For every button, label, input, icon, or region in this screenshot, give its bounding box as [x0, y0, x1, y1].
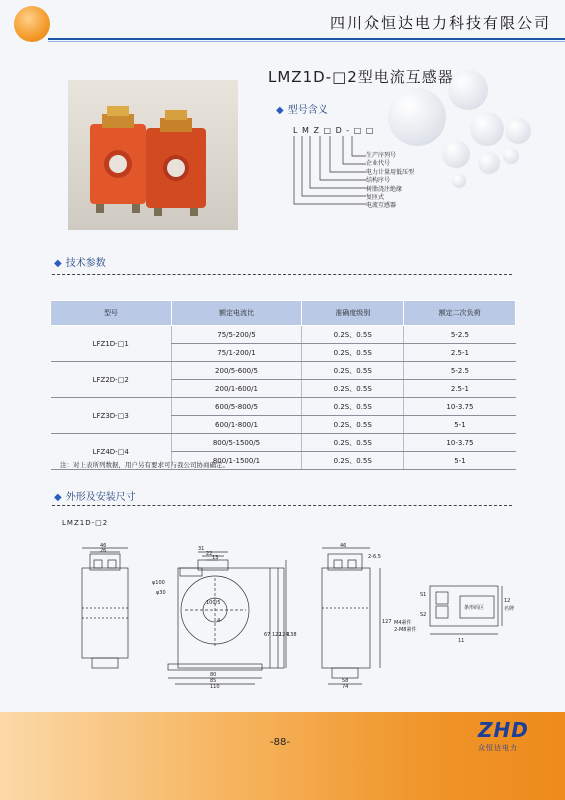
legend-item: 复匝式 [366, 194, 385, 202]
current-transformer-photo-icon [68, 80, 238, 230]
tech-params-table [50, 300, 516, 470]
legend-item: 树脂浇注绝缘 [366, 185, 403, 193]
table-row [51, 398, 516, 416]
dim-label: 85 [210, 678, 217, 684]
accuracy-cell: 0.2S、0.5S [302, 344, 404, 362]
accuracy-cell: 0.2S、0.5S [302, 416, 404, 434]
burden-cell: 2.5-1 [404, 344, 516, 362]
legend-item: 电流互感器 [366, 202, 397, 210]
ratio-cell: 75/5-200/5 [171, 326, 301, 344]
ratio-cell: 75/1-200/1 [171, 344, 301, 362]
dim-label: 100/5 [206, 600, 221, 606]
model-cell: LFZ2D-□2 [51, 362, 172, 398]
dim-label: 110 [210, 684, 220, 688]
model-cell: LFZ1D-□1 [51, 326, 172, 362]
accuracy-cell: 0.2S、0.5S [302, 398, 404, 416]
accuracy-cell: 0.2S、0.5S [302, 362, 404, 380]
legend-item: 生产序列号 [366, 152, 397, 159]
dim-label: 11 [458, 638, 465, 644]
drawing-model-label: LMZ1D-□2 [62, 519, 109, 527]
tech-params-heading-text: 技术参数 [65, 258, 106, 269]
dim-label: 124 [279, 632, 289, 638]
page-header [0, 0, 565, 44]
tech-params-heading [54, 254, 106, 269]
decor-bubble [503, 148, 519, 164]
dim-label: 31 [198, 546, 205, 552]
diamond-bullet-icon: ◆ [276, 105, 284, 116]
dim-label: 13 [212, 555, 219, 561]
product-photo [68, 80, 238, 230]
orange-ball-logo-icon [14, 6, 50, 42]
dim-label: 2-6.5 [368, 554, 381, 560]
dim-label: φ100 [152, 580, 165, 586]
col-header-accuracy: 准确度级别 [302, 301, 404, 326]
legend-item: 结构序号 [366, 177, 391, 185]
decor-bubble [442, 140, 470, 168]
table-row [51, 326, 516, 344]
ratio-cell: 200/5-600/5 [171, 362, 301, 380]
dim-label: 4 [217, 618, 221, 624]
table-note: 注：对上表所列数据，用户另有要求可与我公司协商确定。 [60, 461, 229, 469]
dim-label: 58 [342, 678, 349, 684]
burden-cell: 5-1 [404, 452, 516, 470]
model-code-leader-lines [260, 134, 370, 216]
dashed-divider [52, 505, 512, 506]
page-number: -88- [270, 737, 290, 748]
side-view-drawing [82, 548, 128, 668]
burden-cell: 10-3.75 [404, 398, 516, 416]
brand-logo: ZHD [478, 718, 529, 742]
legend-item: 企业代号 [366, 160, 391, 168]
ratio-cell: 800/1-1500/1 [171, 452, 301, 470]
header-rule-thin [48, 41, 565, 42]
dim-label: 122 [272, 632, 282, 638]
dim-label: 22 [206, 551, 213, 557]
right-view-drawing [322, 548, 380, 688]
dim-label: 46 [100, 543, 107, 549]
dim-label: 138 [287, 632, 297, 638]
burden-cell: 5-2.5 [404, 362, 516, 380]
model-cell: LFZ3D-□3 [51, 398, 172, 434]
decor-bubble [448, 70, 488, 110]
dim-label: S1 [420, 592, 427, 598]
model-meaning-heading-text: 型号含义 [287, 105, 328, 116]
col-header-burden: 额定二次负荷 [404, 301, 516, 326]
model-cell: LFZ4D-□4 [51, 434, 172, 470]
dimensions-heading-text: 外形及安装尺寸 [65, 492, 136, 503]
diamond-bullet-icon: ◆ [54, 258, 62, 269]
dim-label: S2 [420, 612, 427, 618]
burden-cell: 5-2.5 [404, 326, 516, 344]
dim-label: 80 [210, 672, 217, 678]
model-code-legend [366, 152, 414, 211]
dim-label: 2-M8紧件 [394, 627, 417, 633]
decor-bubble [452, 174, 466, 188]
col-header-model: 型号 [51, 301, 172, 326]
col-header-ratio: 额定电流比 [171, 301, 301, 326]
header-rule [48, 38, 565, 40]
front-view-drawing [165, 552, 286, 688]
company-name: 四川众恒达电力科技有限公司 [329, 14, 551, 32]
decor-bubble [505, 118, 531, 144]
table-header-row [51, 301, 516, 326]
burden-cell: 5-1 [404, 416, 516, 434]
dim-label: 74 [342, 684, 349, 688]
diamond-bullet-icon: ◆ [54, 492, 62, 503]
accuracy-cell: 0.2S、0.5S [302, 452, 404, 470]
decor-bubble [478, 152, 500, 174]
decor-bubble [470, 112, 504, 146]
burden-cell: 10-3.75 [404, 434, 516, 452]
dimensions-heading [54, 488, 136, 503]
brand-name: 众恒达电力 [478, 744, 518, 752]
ratio-cell: 600/1-800/1 [171, 416, 301, 434]
dimension-drawings [60, 538, 530, 688]
legend-item: 电力计量用低压型 [366, 168, 415, 176]
dim-label: 条形码区 [464, 605, 485, 611]
dim-label: 26 [100, 548, 107, 554]
dim-label: M4紧件 [394, 620, 412, 626]
table-row [51, 362, 516, 380]
accuracy-cell: 0.2S、0.5S [302, 434, 404, 452]
decor-bubble [388, 88, 446, 146]
ratio-cell: 200/1-600/1 [171, 380, 301, 398]
dim-label: 127 [382, 619, 392, 625]
ratio-cell: 800/5-1500/5 [171, 434, 301, 452]
accuracy-cell: 0.2S、0.5S [302, 380, 404, 398]
dashed-divider [52, 274, 512, 275]
product-title: LMZ1D-□2型电流互感器 [268, 68, 454, 86]
dim-label: 67 [264, 632, 271, 638]
dim-label: 名牌 [504, 606, 515, 612]
dim-label: 46 [340, 543, 347, 549]
model-code: L M Z □ D - □ □ [293, 126, 375, 135]
dim-label: φ30 [156, 590, 166, 596]
dim-label: 12 [504, 598, 511, 604]
model-meaning-heading [276, 101, 328, 116]
accuracy-cell: 0.2S、0.5S [302, 326, 404, 344]
ratio-cell: 600/5-800/5 [171, 398, 301, 416]
burden-cell: 2.5-1 [404, 380, 516, 398]
table-row [51, 434, 516, 452]
